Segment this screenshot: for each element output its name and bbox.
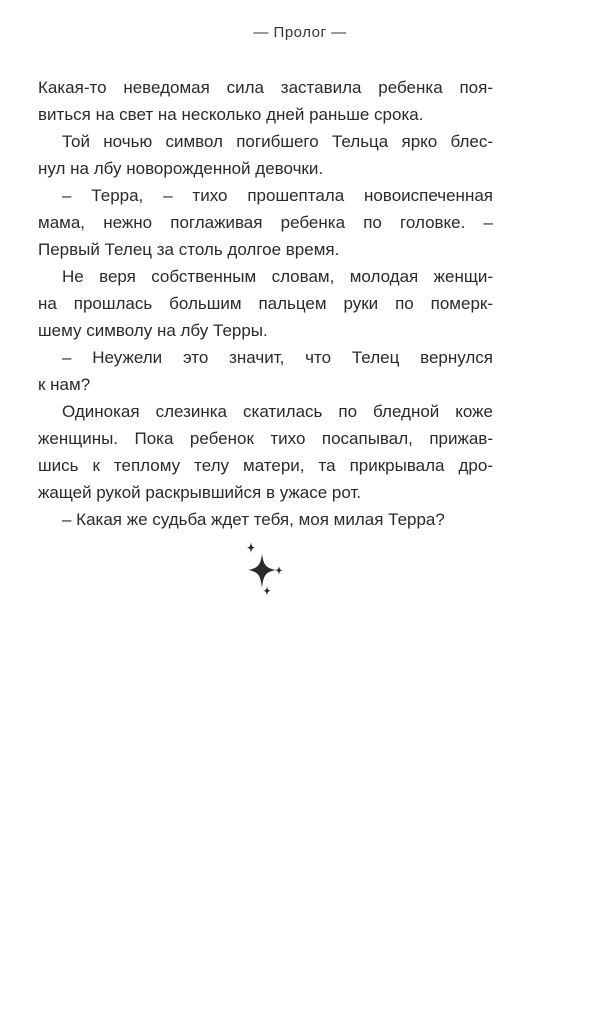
sparkle-stars-icon — [238, 540, 288, 598]
text-line: жащей рукой раскрывшийся в ужасе рот. — [38, 483, 362, 502]
text-line: – Неужели это значит, что Телец вернулся — [62, 348, 493, 367]
running-head-title: — Пролог — — [253, 24, 347, 41]
prologue-text — [38, 74, 493, 533]
text-line: Первый Телец за столь долгое время. — [38, 240, 340, 259]
text-line: мама, нежно поглаживая ребенка по головке. – — [38, 213, 493, 232]
text-line: виться на свет на несколько дней раньше срока. — [38, 105, 424, 124]
text-line: шему символу на лбу Терры. — [38, 321, 268, 340]
text-line: на прошлась большим пальцем руки по померк- — [38, 294, 493, 313]
text-line: Какая-то неведомая сила заставила ребенка поя- — [38, 78, 493, 97]
text-line: – Какая же судьба ждет тебя, моя милая Терра? — [62, 510, 445, 529]
text-line: Той ночью символ погибшего Тельца ярко блес- — [62, 132, 493, 151]
text-line: женщины. Пока ребенок тихо посапывал, прижав- — [38, 429, 493, 448]
text-line: – Терра, – тихо прошептала новоиспеченная — [62, 186, 493, 205]
text-line: Не веря собственным словам, молодая женщи- — [62, 267, 493, 286]
text-line: нул на лбу новорожденной девочки. — [38, 159, 324, 178]
text-line: Одинокая слезинка скатилась по бледной коже — [62, 402, 493, 421]
text-line: к нам? — [38, 375, 91, 394]
text-line: шись к теплому телу матери, та прикрывала дро- — [38, 456, 493, 475]
